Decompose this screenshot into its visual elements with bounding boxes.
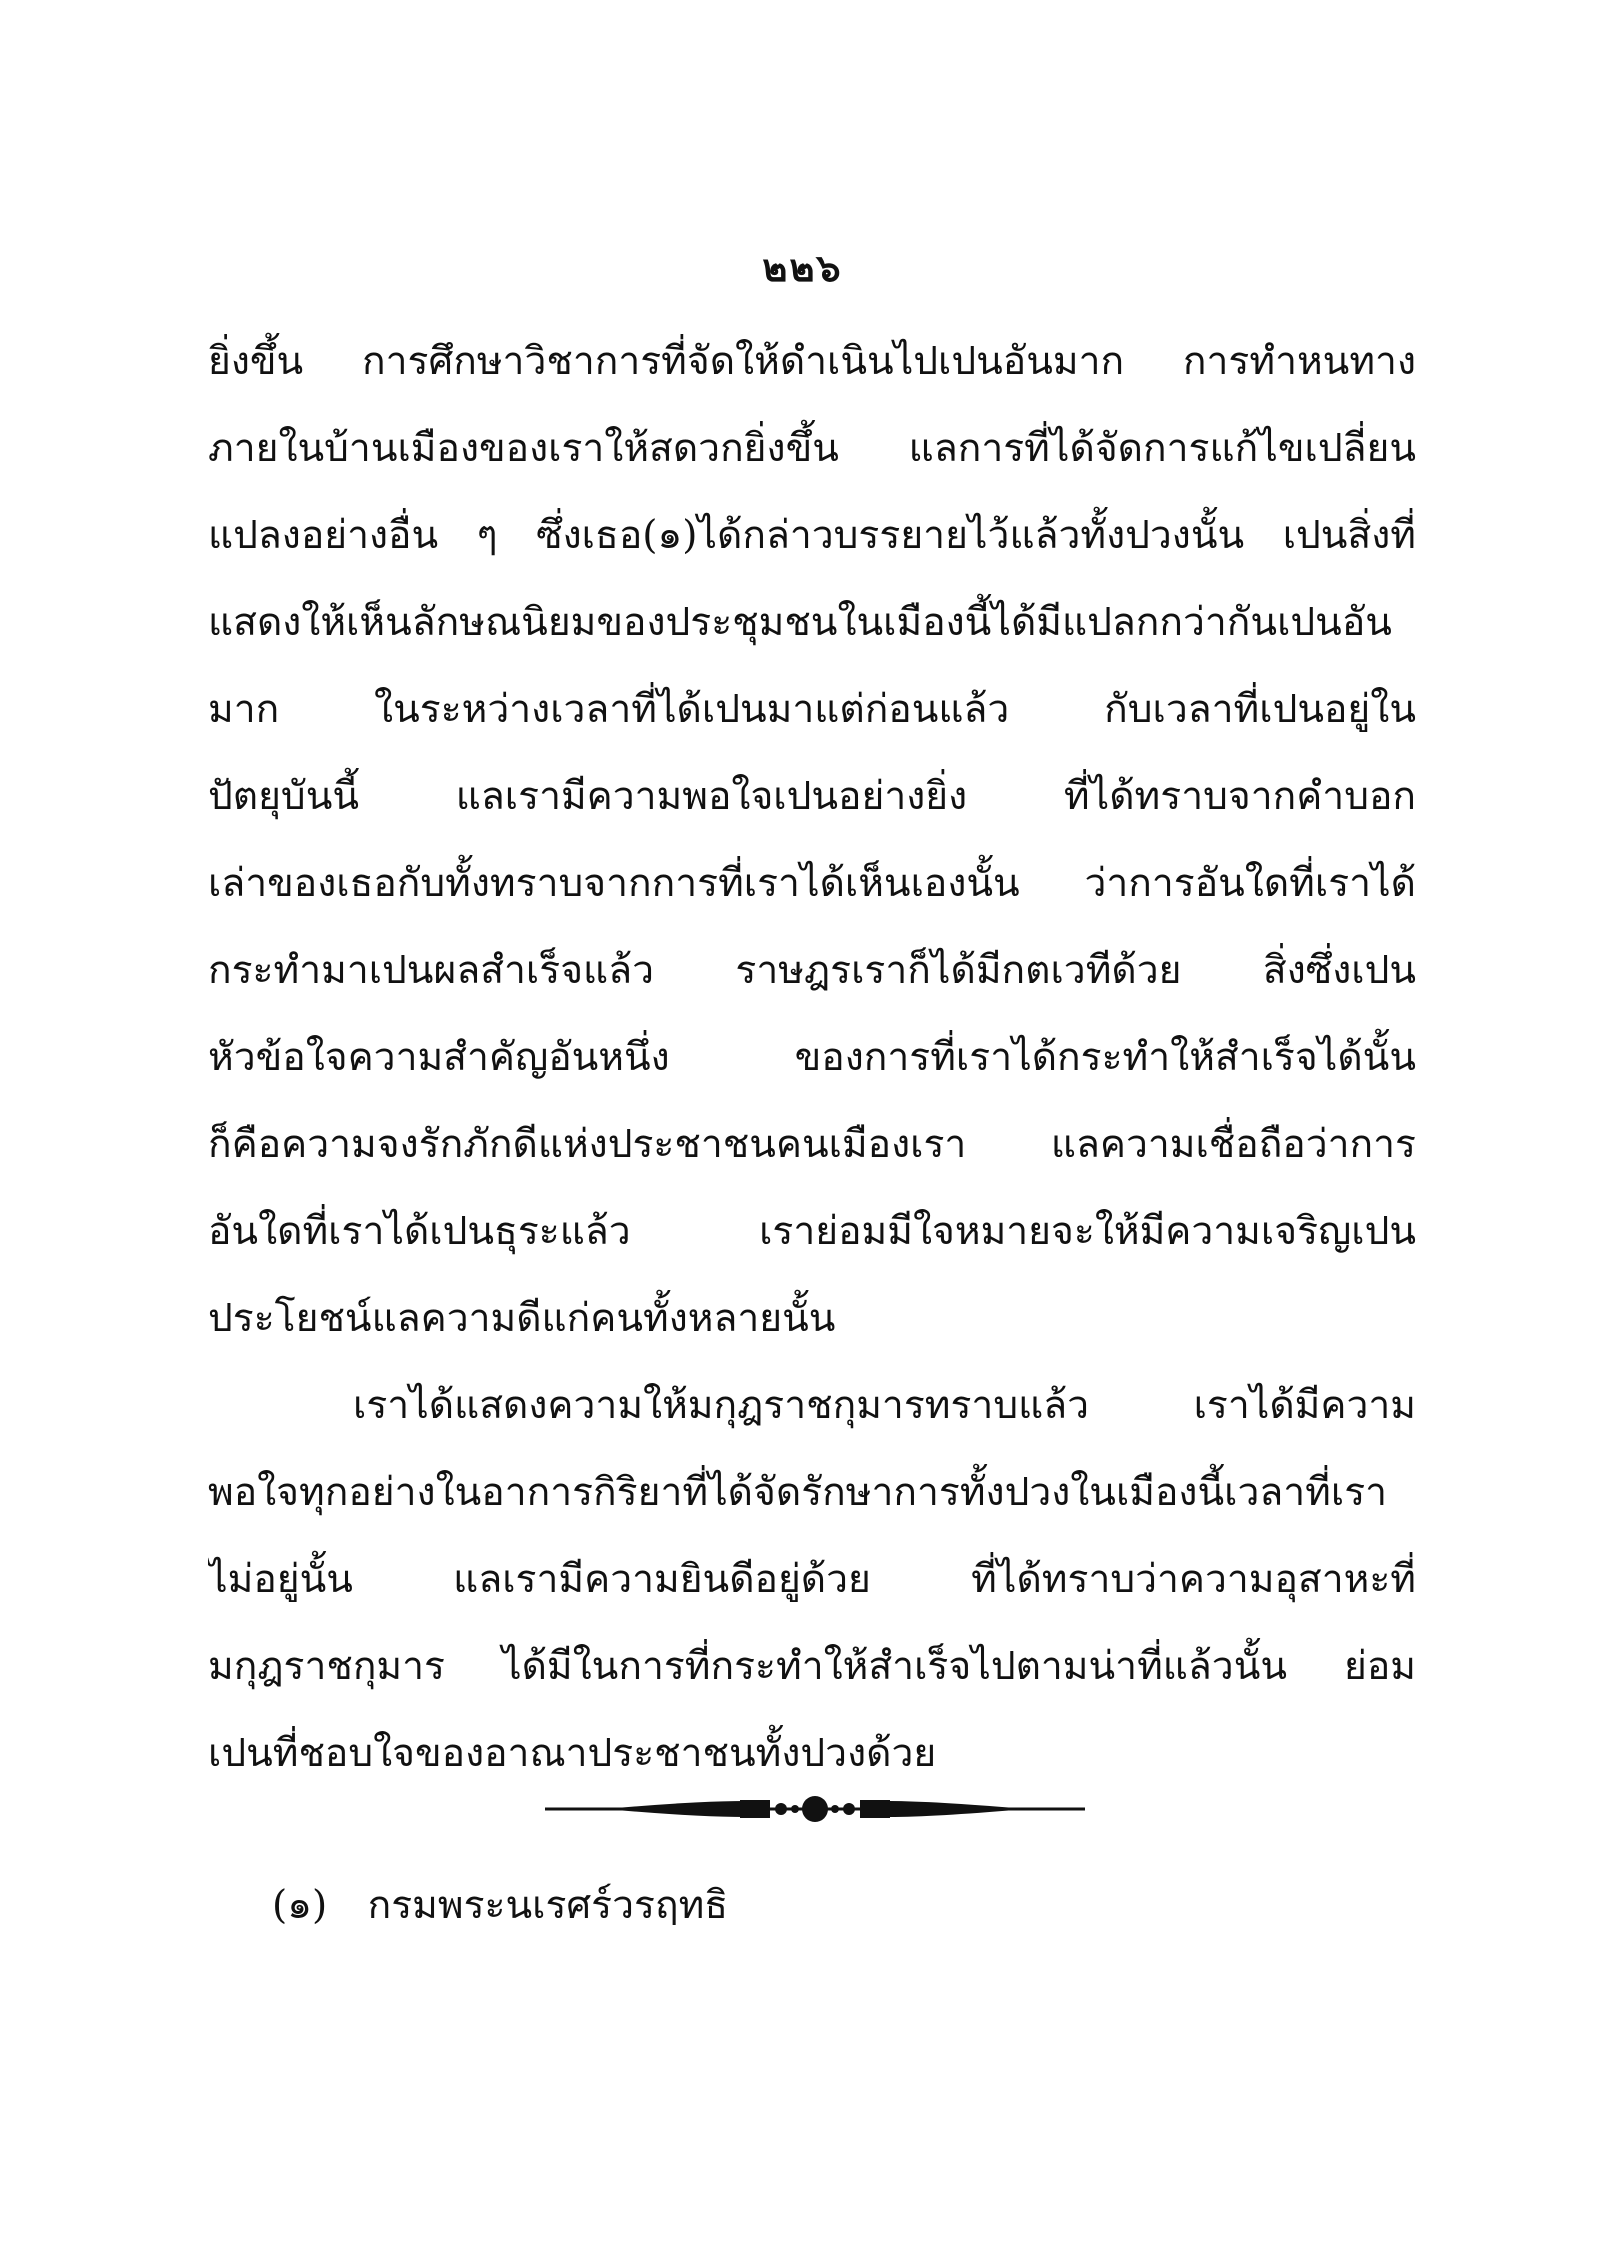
text-line: ปัตยุบันนี้ แลเรามีความพอใจเปนอย่างยิ่ง ที่ได้ทราบจากคำบอก — [208, 774, 1416, 819]
text-line: มาก ในระหว่างเวลาที่ได้เปนมาแต่ก่อนแล้ว กับเวลาที่เปนอยู่ใน — [208, 687, 1416, 732]
text-line: อันใดที่เราได้เปนธุระแล้ว เราย่อมมีใจหมายจะให้มีความเจริญเปน — [208, 1209, 1416, 1254]
text-line: ก็คือความจงรักภักดีแห่งประชาชนคนเมืองเรา แลความเชื่อถือว่าการ — [208, 1122, 1416, 1167]
text-line: ยิ่งขึ้น การศึกษาวิชาการที่จัดให้ดำเนินไปเปนอันมาก การทำหนทาง — [208, 339, 1416, 384]
text-line: ภายในบ้านเมืองของเราให้สดวกยิ่งขึ้น แลการที่ได้จัดการแก้ไขเปลี่ยน — [208, 426, 1416, 471]
footnote-mark: (๑) — [272, 1883, 328, 1928]
text-line: มกุฎราชกุมาร ได้มีในการที่กระทำให้สำเร็จไปตามน่าที่แล้วนั้น ย่อม — [208, 1644, 1416, 1689]
text-line: แปลงอย่างอื่น ๆ ซึ่งเธอ(๑)ได้กล่าวบรรยายไว้แล้วทั้งปวงนั้น เปนสิ่งที่ — [208, 513, 1416, 558]
paragraph-first-line: เราได้แสดงความให้มกุฎราชกุมารทราบแล้ว เราได้มีความ — [353, 1383, 1416, 1428]
page-number: ๒๒๖ — [762, 245, 843, 290]
ornament-divider — [545, 1789, 1085, 1829]
text-line: กระทำมาเปนผลสำเร็จแล้ว ราษฎรเราก็ได้มีกตเวทีด้วย สิ่งซึ่งเปน — [208, 948, 1416, 993]
text-line: พอใจทุกอย่างในอาการกิริยาที่ได้จัดรักษาการทั้งปวงในเมืองนี้เวลาที่เรา — [208, 1470, 1388, 1515]
text-line: ไม่อยู่นั้น แลเรามีความยินดีอยู่ด้วย ที่ได้ทราบว่าความอุสาหะที่ — [208, 1557, 1416, 1602]
text-line: หัวข้อใจความสำคัญอันหนึ่ง ของการที่เราได้กระทำให้สำเร็จได้นั้น — [208, 1035, 1416, 1080]
text-line: แสดงให้เห็นลักษณนิยมของประชุมชนในเมืองนี้ได้มีแปลกกว่ากันเปนอัน — [208, 600, 1392, 645]
text-line: เปนที่ชอบใจของอาณาประชาชนทั้งปวงด้วย — [208, 1731, 937, 1776]
body-text — [208, 318, 1416, 1797]
text-line: ประโยชน์แลความดีแก่คนทั้งหลายนั้น — [208, 1296, 836, 1341]
footnote-text: กรมพระนเรศร์วรฤทธิ — [367, 1883, 729, 1928]
text-line: เล่าของเธอกับทั้งทราบจากการที่เราได้เห็นเองนั้น ว่าการอันใดที่เราได้ — [208, 861, 1416, 906]
footnote — [272, 1876, 728, 1936]
